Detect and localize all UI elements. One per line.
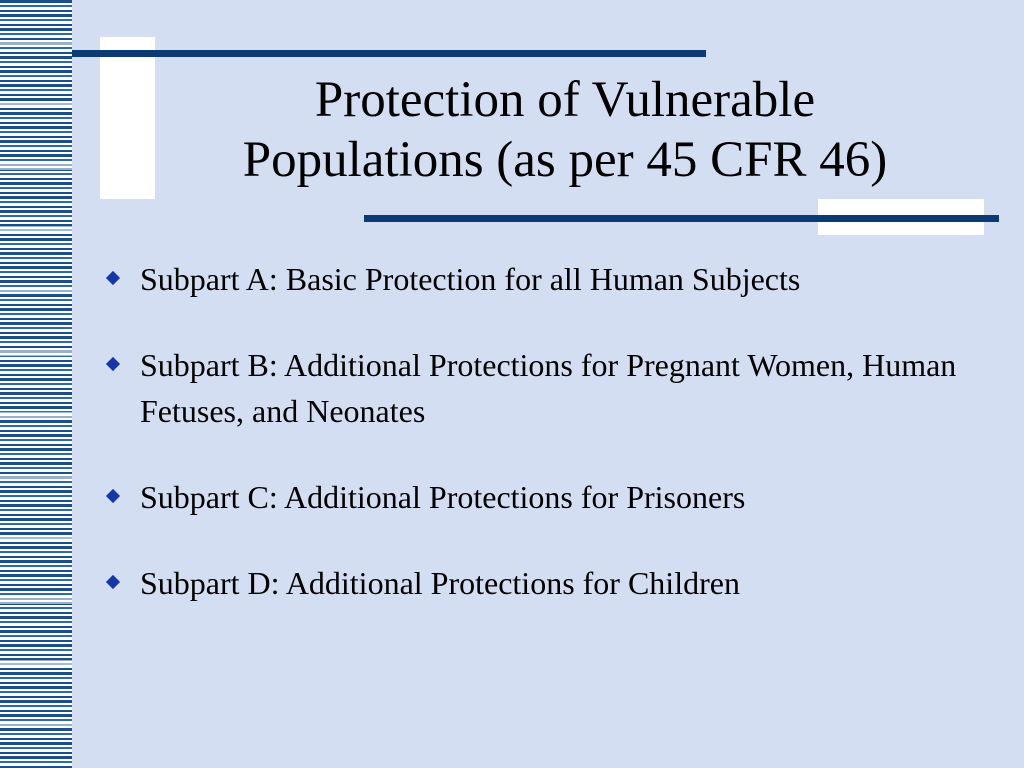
decor-white-block-top — [100, 37, 155, 199]
bullet-item-subpart-c — [104, 474, 984, 520]
diamond-bullet-icon — [106, 271, 120, 285]
bullet-list — [104, 256, 984, 646]
bullet-text: Subpart A: Basic Protection for all Human Subjects — [140, 261, 801, 297]
diamond-bullet-icon — [106, 575, 120, 589]
bullet-item-subpart-b — [104, 342, 984, 434]
bullet-text: Subpart D: Additional Protections for Children — [140, 565, 740, 601]
diamond-bullet-icon — [106, 489, 120, 503]
slide-title-line-1: Protection of Vulnerable — [314, 72, 816, 128]
diamond-bullet-icon — [106, 357, 120, 371]
bullet-item-subpart-d — [104, 560, 984, 606]
decor-rule-top — [72, 50, 706, 57]
left-stripe-band — [0, 0, 72, 768]
slide-title — [150, 70, 980, 190]
bullet-text: Subpart C: Additional Protections for Prisoners — [140, 479, 746, 515]
bullet-text: Subpart B: Additional Protections for Pregnant Women, Human Fetuses, and Neonates — [140, 347, 957, 429]
slide-title-line-2: Populations (as per 45 CFR 46) — [242, 132, 888, 188]
bullet-item-subpart-a — [104, 256, 984, 302]
decor-rule-bottom — [364, 215, 999, 222]
